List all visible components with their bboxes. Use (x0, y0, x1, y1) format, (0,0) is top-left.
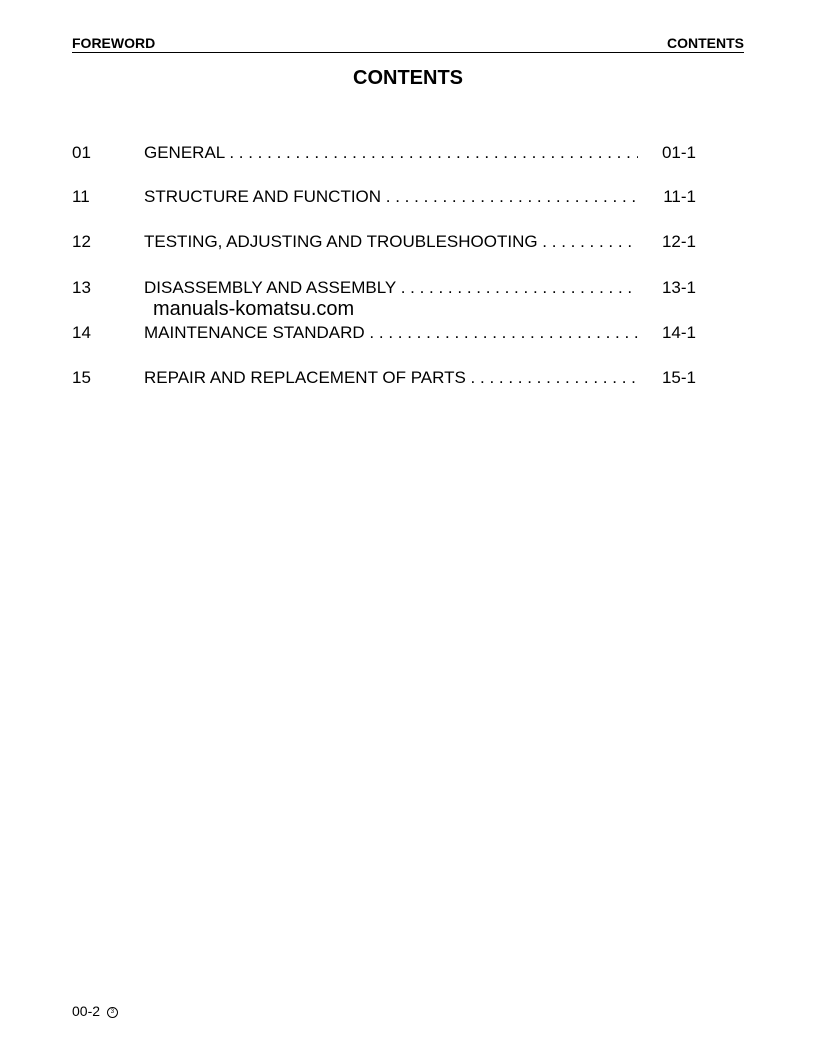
toc-section-number: 12 (72, 232, 91, 251)
toc-section-title: REPAIR AND REPLACEMENT OF PARTS . . . (144, 367, 638, 389)
toc-entry[interactable] (72, 322, 696, 344)
toc-section-title: GENERAL . . . (144, 142, 638, 164)
toc-entry[interactable] (72, 186, 696, 208)
toc-section-number: 01 (72, 143, 91, 162)
toc-entry[interactable] (72, 231, 696, 253)
toc-section-number: 13 (72, 278, 91, 297)
toc-page-ref: 01-1 (661, 143, 696, 162)
toc-section-title: DISASSEMBLY AND ASSEMBLY . . . (144, 277, 638, 299)
toc-page-ref: 13-1 (661, 278, 696, 297)
toc-section-number: 15 (72, 368, 91, 387)
toc-section-number: 11 (72, 187, 90, 206)
header-section-label: FOREWORD (72, 35, 156, 51)
toc-page-ref: 15-1 (661, 368, 696, 387)
watermark-text: manuals-komatsu.com (153, 298, 355, 320)
toc-section-title: TESTING, ADJUSTING AND TROUBLESHOOTING . . . (144, 231, 638, 253)
header-page-label: CONTENTS (667, 35, 744, 51)
toc-page-ref: 11-1 (663, 187, 696, 206)
toc-page-ref: 12-1 (661, 232, 696, 251)
toc-entry[interactable] (72, 367, 696, 389)
toc-section-title: STRUCTURE AND FUNCTION . . . (144, 186, 638, 208)
toc-entry[interactable] (72, 277, 696, 299)
running-header (72, 34, 744, 53)
toc-section-number: 14 (72, 323, 91, 342)
revision-mark-icon: 3 (107, 1007, 118, 1018)
toc-page-ref: 14-1 (661, 323, 696, 342)
footer-page-number: 00-2 (72, 1003, 101, 1019)
page-title: CONTENTS (353, 67, 463, 89)
toc-section-title: MAINTENANCE STANDARD . . . (144, 322, 638, 344)
toc-entry[interactable] (72, 142, 696, 164)
page-footer (72, 1003, 118, 1019)
